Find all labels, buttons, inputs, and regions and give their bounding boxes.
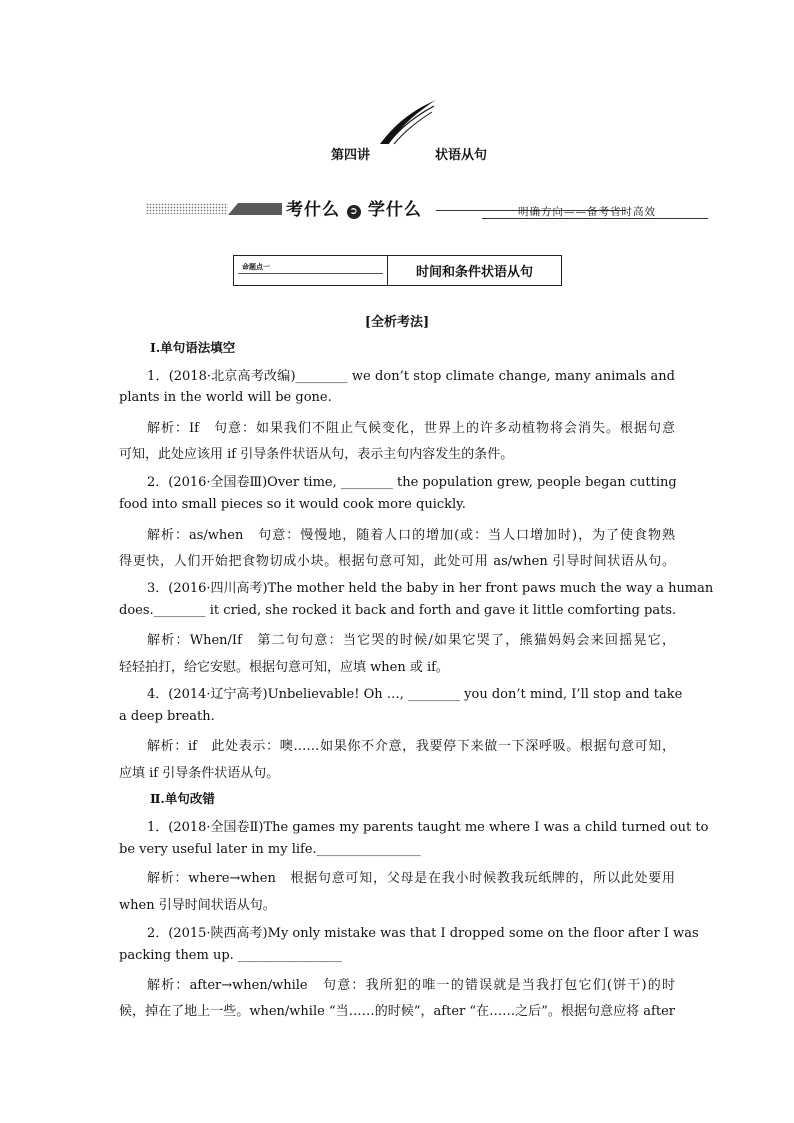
text-line: 可知，此处应该用 if 引导条件状语从句，表示主句内容发生的条件。	[119, 447, 514, 462]
arrow-icon: ➲	[347, 205, 361, 219]
text-line: 候，掉在了地上一些。when/while “当……的时候”，after “在……之后”。根据句意应将 after	[119, 1004, 675, 1019]
banner-dots	[146, 203, 228, 214]
text-line: 2．(2016·全国卷Ⅲ)Over time, ________ the population grew, people began cutting	[147, 475, 677, 490]
text-line: 2．(2015·陕西高考)My only mistake was that I dropped some on the floor after I was	[147, 926, 699, 941]
topic-box	[233, 255, 562, 286]
banner-heading	[286, 195, 422, 220]
lesson-number: 第四讲	[331, 148, 371, 163]
banner-subtitle: 明确方向——备考省时高效	[518, 206, 656, 218]
text-line: 得更快，人们开始把食物切成小块。根据句意可知，此处可用 as/when 引导时间状语从句。	[119, 554, 675, 569]
text-line: 解析：When/If 第二句句意：当它哭的时候/如果它哭了，熊猫妈妈会来回摇晃它，	[147, 633, 675, 648]
banner-bar	[228, 203, 238, 215]
banner-bar-fill	[238, 203, 282, 215]
part1-title: Ⅰ.单句语法填空	[150, 340, 236, 355]
topic-tag-underline	[238, 273, 383, 274]
topic-tag: 命题点一	[242, 262, 270, 271]
text-line: a deep breath.	[119, 709, 215, 724]
text-line: 1．(2018·北京高考改编)________ we don’t stop climate change, many animals and	[147, 369, 675, 384]
banner-part-b: 学什么	[367, 200, 422, 220]
text-line: 解析：where→when 根据句意可知，父母是在我小时候教我玩纸牌的，所以此处要用	[147, 871, 675, 886]
text-line: does.________ it cried, she rocked it back and forth and gave it little comforting pats.	[119, 603, 677, 618]
text-line: 1．(2018·全国卷Ⅱ)The games my parents taught me where I was a child turned out to	[147, 820, 709, 835]
lesson-header	[0, 144, 794, 164]
text-line: food into small pieces so it would cook more quickly.	[119, 497, 466, 512]
text-line: 应填 if 引导条件状语从句。	[119, 766, 280, 781]
text-line: 4．(2014·辽宁高考)Unbelievable! Oh …, ________ you don’t mind, I’ll stop and take	[147, 687, 683, 702]
topic-tag-cell	[234, 256, 388, 285]
text-line: when 引导时间状语从句。	[119, 898, 276, 913]
text-line: 轻轻拍打，给它安慰。根据句意可知，应填 when 或 if。	[119, 660, 449, 675]
lesson-title: 状语从句	[435, 148, 488, 163]
text-line: be very useful later in my life.________________	[119, 842, 421, 857]
text-line: 3．(2016·四川高考)The mother held the baby in her front paws much the way a human	[147, 581, 714, 596]
text-line: 解析：as/when 句意：慢慢地，随着人口的增加(或：当人口增加时)，为了使食物熟	[147, 528, 675, 543]
topic-title: 时间和条件状语从句	[415, 265, 533, 280]
text-line: 解析：if 此处表示：噢……如果你不介意，我要停下来做一下深呼吸。根据句意可知，	[147, 739, 675, 754]
text-line: 解析：If 句意：如果我们不阻止气候变化，世界上的许多动植物将会消失。根据句意	[147, 421, 675, 436]
text-line: packing them up. ________________	[119, 948, 342, 963]
swoosh-logo	[378, 98, 438, 146]
section-title: [全析考法]	[364, 315, 430, 330]
section-banner	[146, 198, 708, 226]
part2-title: Ⅱ.单句改错	[150, 791, 215, 806]
banner-part-a: 考什么	[286, 200, 340, 220]
text-line: plants in the world will be gone.	[119, 390, 332, 405]
text-line: 解析：after→when/while 句意：我所犯的唯一的错误就是当我打包它们(饼干)的时	[147, 978, 675, 993]
